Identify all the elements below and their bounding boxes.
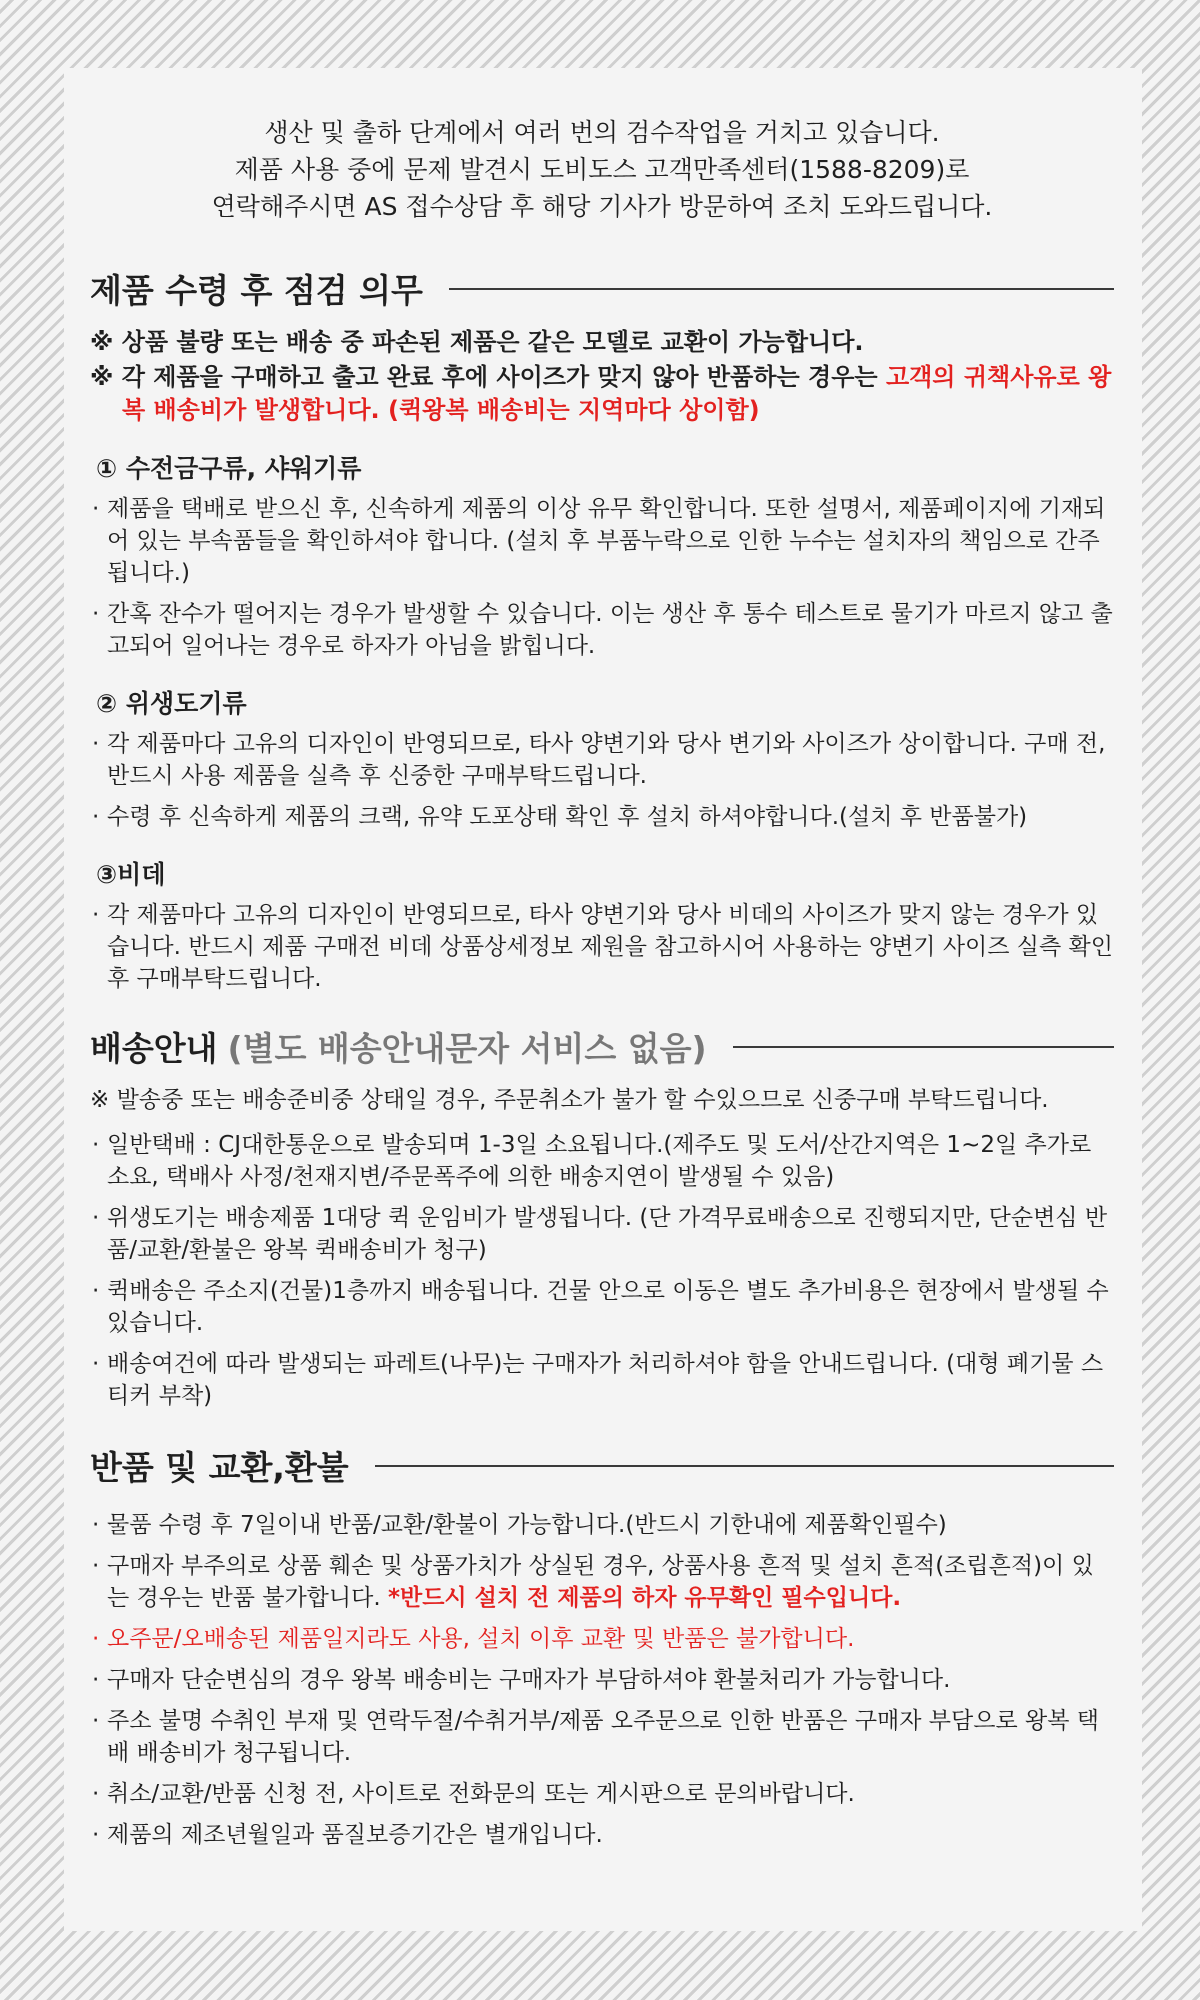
section-header bbox=[90, 265, 1114, 312]
notice-note bbox=[90, 361, 1114, 427]
divider bbox=[449, 288, 1114, 290]
subsection-heading: ② 위생도기류 bbox=[96, 689, 247, 718]
notice-note: ※ 상품 불량 또는 배송 중 파손된 제품은 같은 모델로 교환이 가능합니다. bbox=[90, 328, 864, 356]
list-item: · 주소 불명 수취인 부재 및 연락두절/수취거부/제품 오주문으로 인한 반품은 구매자 부담으로 왕복 택배 배송비가 청구됩니다. bbox=[90, 1705, 1114, 1769]
bullet-list bbox=[90, 899, 1114, 995]
notice-note: ※ 발송중 또는 배송준비중 상태일 경우, 주문취소가 불가 할 수있으므로 신중구매 부탁드립니다. bbox=[90, 1087, 1049, 1113]
subsection-heading: ③비데 bbox=[96, 860, 166, 889]
bullet-list bbox=[90, 728, 1114, 833]
section-title: 반품 및 교환,환불 bbox=[90, 1448, 349, 1487]
list-item-text: 구매자 부주의로 상품 훼손 및 상품가치가 상실된 경우, 상품사용 흔적 및 설치 흔적(조립흔적)이 있는 경우는 반품 불가합니다. bbox=[107, 1553, 1094, 1611]
list-item: · 취소/교환/반품 신청 전, 사이트로 전화문의 또는 게시판으로 문의바랍니다. bbox=[90, 1778, 1114, 1810]
list-item: · 구매자 단순변심의 경우 왕복 배송비는 구매자가 부담하셔야 환불처리가 가능합니다. bbox=[90, 1664, 1114, 1696]
list-item: · 각 제품마다 고유의 디자인이 반영되므로, 타사 양변기와 당사 변기와 사이즈가 상이합니다. 구매 전, 반드시 사용 제품을 실측 후 신중한 구매부탁드립니다. bbox=[90, 728, 1114, 792]
list-item: · 제품의 제조년월일과 품질보증기간은 별개입니다. bbox=[90, 1819, 1114, 1851]
list-item: · 퀵배송은 주소지(건물)1층까지 배송됩니다. 건물 안으로 이동은 별도 추가비용은 현장에서 발생될 수 있습니다. bbox=[90, 1275, 1114, 1339]
list-item-warning: · 오주문/오배송된 제품일지라도 사용, 설치 이후 교환 및 반품은 불가합니다. bbox=[90, 1623, 1114, 1655]
list-item: · 수령 후 신속하게 제품의 크랙, 유약 도포상태 확인 후 설치 하셔야합니다.(설치 후 반품불가) bbox=[90, 801, 1114, 833]
note-text: ※ 각 제품을 구매하고 출고 완료 후에 사이즈가 맞지 않아 반품하는 경우는 bbox=[90, 363, 886, 391]
list-item bbox=[90, 1550, 1114, 1614]
section-title-text: 배송안내 bbox=[90, 1029, 218, 1068]
notice-panel bbox=[64, 68, 1142, 1931]
list-item: · 각 제품마다 고유의 디자인이 반영되므로, 타사 양변기와 당사 비데의 사이즈가 맞지 않는 경우가 있습니다. 반드시 제품 구매전 비데 상품상세정보 제원을 참고하시어 사용하는 양변기 사이즈 실측 확인 후 구매부탁드립니다. bbox=[90, 899, 1114, 995]
section-title: 제품 수령 후 점검 의무 bbox=[90, 271, 423, 310]
intro-line: 생산 및 출하 단계에서 여러 번의 검수작업을 거치고 있습니다. bbox=[264, 118, 940, 147]
intro-line: 제품 사용 중에 문제 발견시 도비도스 고객만족센터(1588-8209)로 bbox=[234, 155, 970, 184]
inspection-section bbox=[90, 265, 1114, 995]
list-item: · 물품 수령 후 7일이내 반품/교환/환불이 가능합니다.(반드시 기한내에 제품확인필수) bbox=[90, 1509, 1114, 1541]
list-item-highlight: *반드시 설치 전 제품의 하자 유무확인 필수입니다. bbox=[387, 1585, 902, 1611]
divider bbox=[733, 1046, 1114, 1048]
divider bbox=[375, 1465, 1114, 1467]
intro-text bbox=[90, 114, 1114, 225]
section-title-sub: (별도 배송안내문자 서비스 없음) bbox=[227, 1029, 707, 1068]
list-item: · 위생도기는 배송제품 1대당 퀵 운임비가 발생됩니다. (단 가격무료배송으로 진행되지만, 단순변심 반품/교환/환불은 왕복 퀵배송비가 청구) bbox=[90, 1202, 1114, 1266]
intro-line: 연락해주시면 AS 접수상담 후 해당 기사가 방문하여 조치 도와드립니다. bbox=[211, 192, 993, 221]
bullet-list bbox=[90, 1129, 1114, 1412]
section-title bbox=[90, 1023, 707, 1070]
list-item: · 간혹 잔수가 떨어지는 경우가 발생할 수 있습니다. 이는 생산 후 통수 테스트로 물기가 마르지 않고 출고되어 일어나는 경우로 하자가 아님을 밝힙니다. bbox=[90, 598, 1114, 662]
bullet-list bbox=[90, 1509, 1114, 1851]
list-item: · 배송여건에 따라 발생되는 파레트(나무)는 구매자가 처리하셔야 함을 안내드립니다. (대형 폐기물 스티커 부착) bbox=[90, 1348, 1114, 1412]
shipping-section bbox=[90, 1023, 1114, 1412]
subsection-heading: ① 수전금구류, 샤워기류 bbox=[96, 454, 362, 483]
bullet-list bbox=[90, 493, 1114, 662]
section-header bbox=[90, 1442, 1114, 1489]
list-item: · 제품을 택배로 받으신 후, 신속하게 제품의 이상 유무 확인합니다. 또한 설명서, 제품페이지에 기재되어 있는 부속품들을 확인하셔야 합니다. (설치 후 부품누락으로 인한 누수는 설치자의 책임으로 간주됩니다.) bbox=[90, 493, 1114, 589]
list-item: · 일반택배 : CJ대한통운으로 발송되며 1-3일 소요됩니다.(제주도 및 도서/산간지역은 1~2일 추가로 소요, 택배사 사정/천재지변/주문폭주에 의한 배송지연이 발생될 수 있음) bbox=[90, 1129, 1114, 1193]
returns-section bbox=[90, 1442, 1114, 1851]
note-highlight: 고객의 귀책사유로 왕복 배송비가 발생합니다. (퀵왕복 배송비는 지역마다 상이함) bbox=[122, 363, 1112, 424]
section-header bbox=[90, 1023, 1114, 1070]
